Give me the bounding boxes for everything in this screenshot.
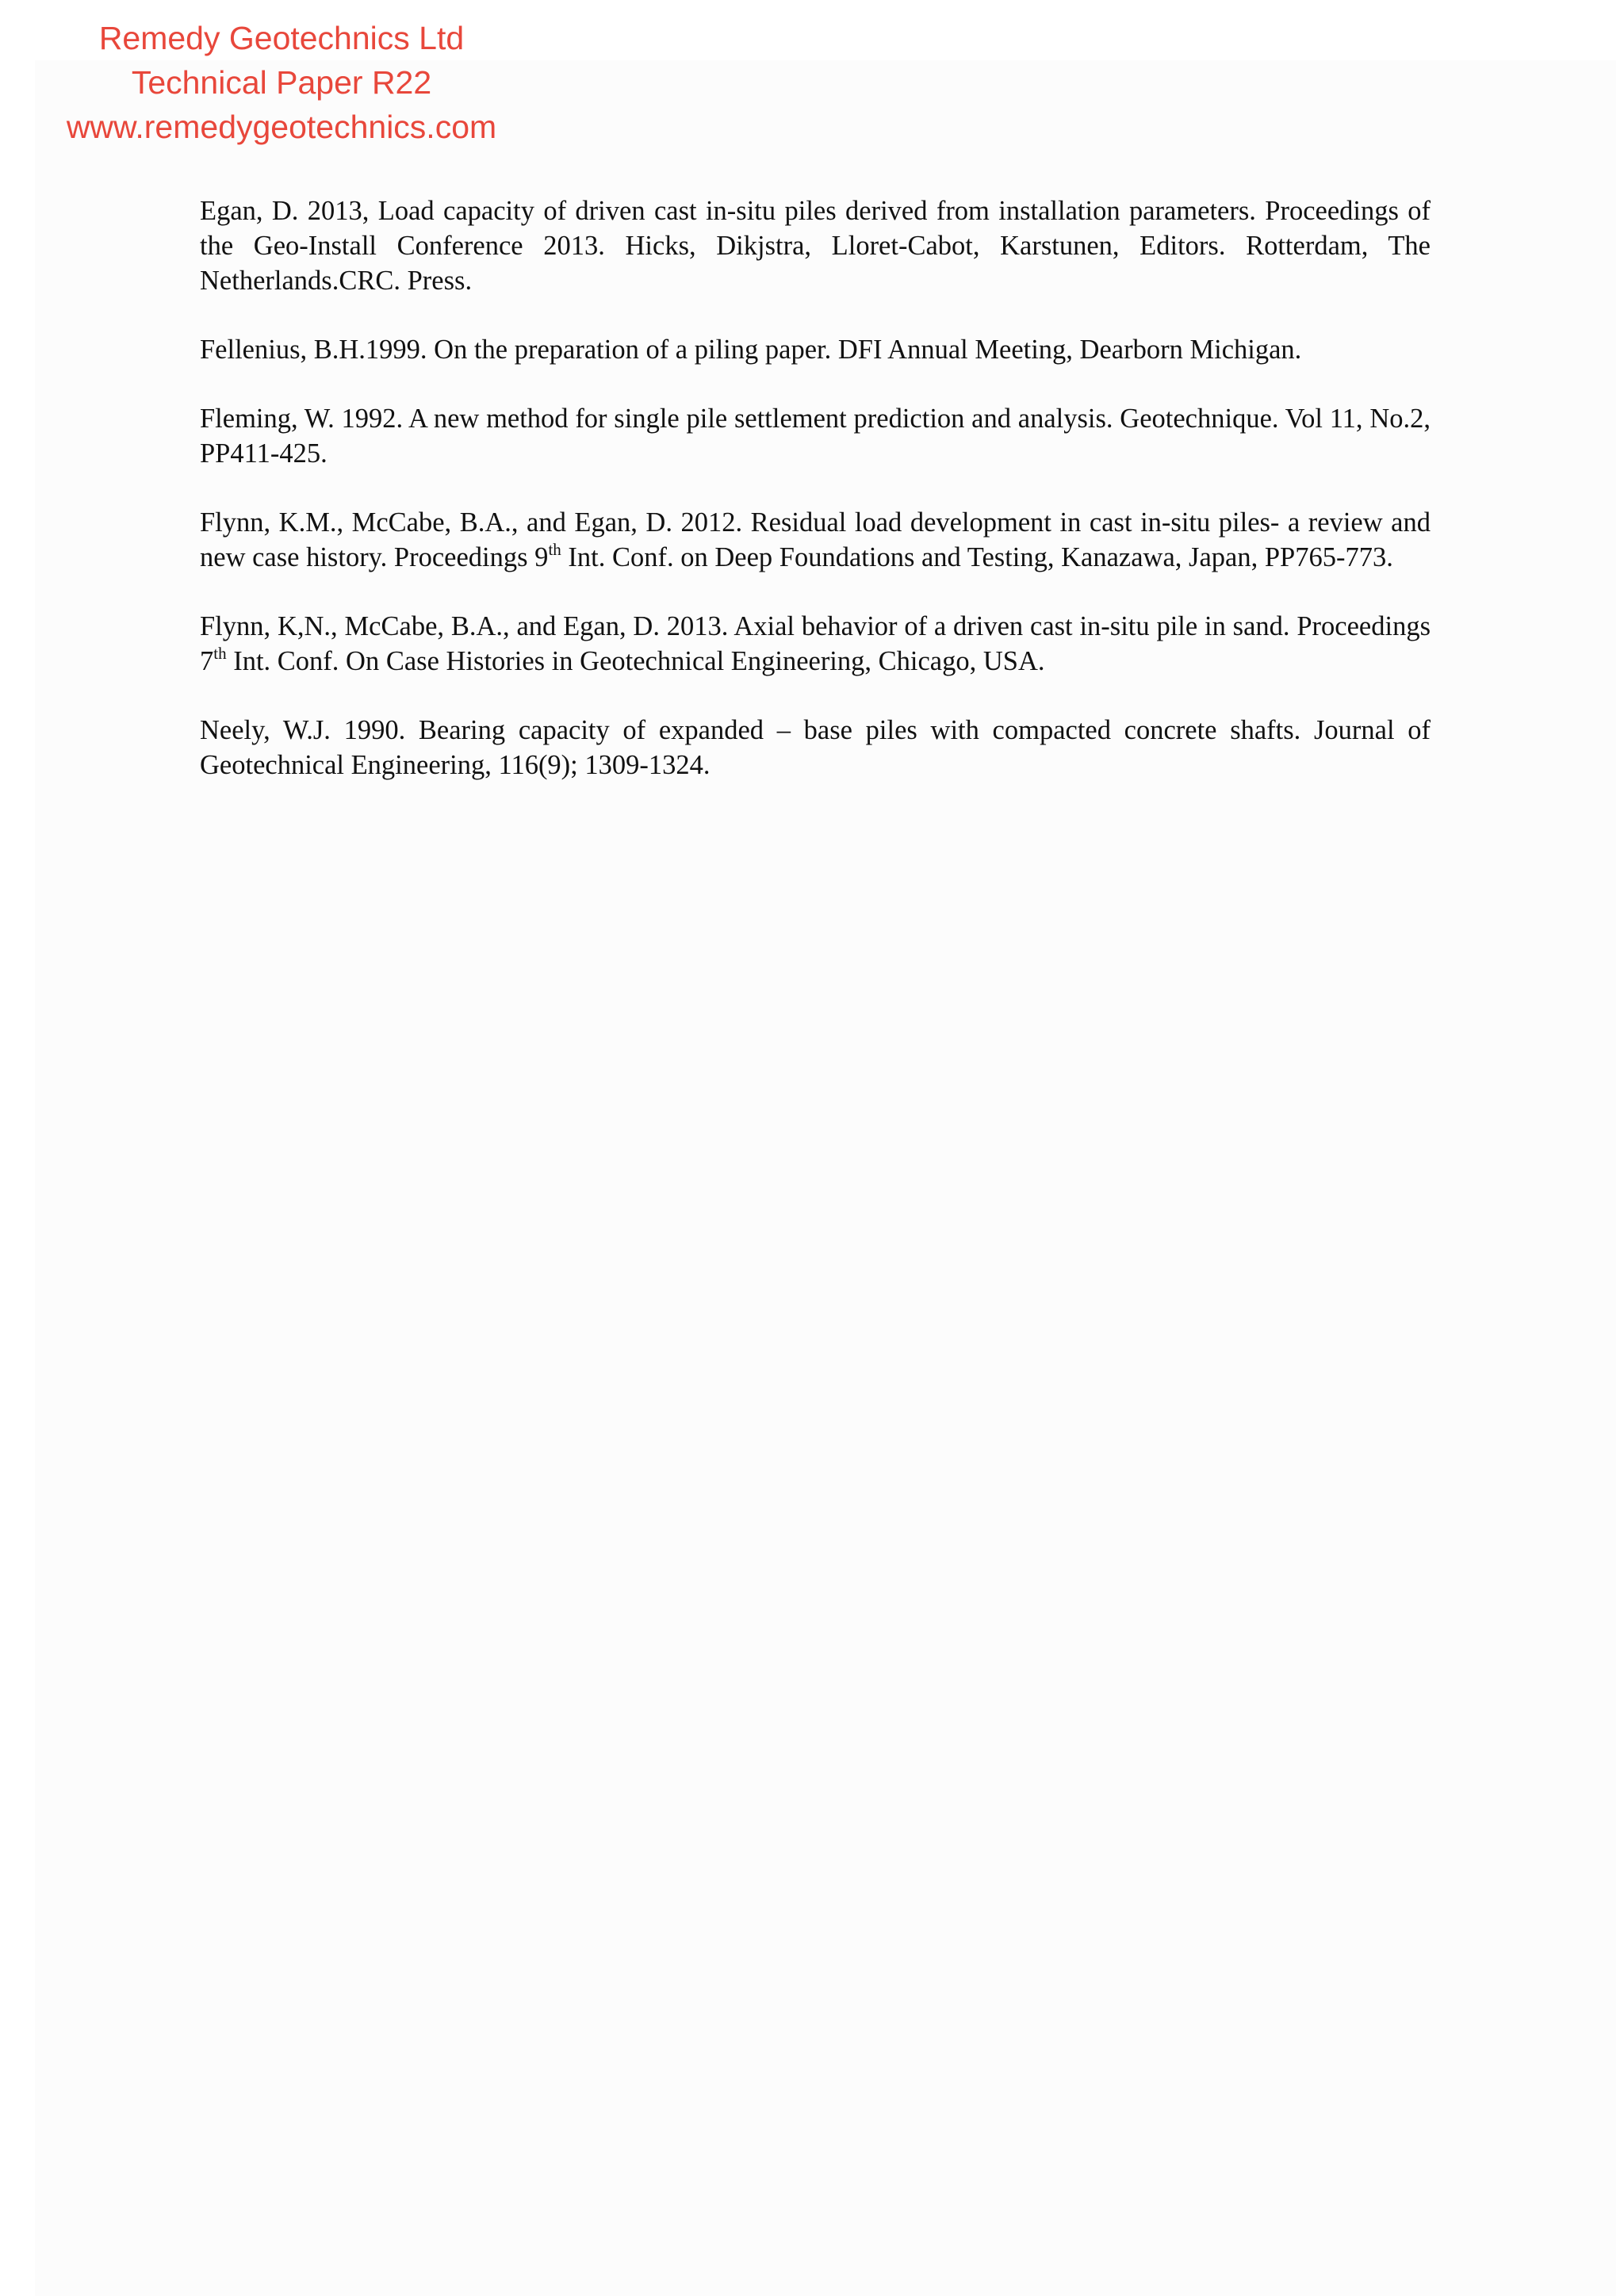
header-paper-number: Technical Paper R22 bbox=[131, 64, 432, 101]
reference-egan-2013: Egan, D. 2013, Load capacity of driven cast in-situ piles derived from installation parameters. Proceedings of the Geo-Install Conference 2013. Hicks, Dikjstra, Lloret-Cabot, Karstunen, Editors. Rotterdam, The Netherlands.CRC. Press. bbox=[200, 196, 1431, 296]
reference-fleming-1992: Fleming, W. 1992. A new method for single pile settlement prediction and analysis. Geotechnique. Vol 11, No.2, PP411-425. bbox=[200, 404, 1431, 469]
ordinal-suffix: th bbox=[213, 643, 227, 663]
reference-text: Int. Conf. on Deep Foundations and Testing, Kanazawa, Japan, PP765-773. bbox=[561, 542, 1393, 572]
reference-text: Flynn, K,N., McCabe, B.A., and Egan, D. 2013. Axial behavior of a driven cast in-situ pile in sand. Proceedings 7 bbox=[200, 611, 1431, 676]
reference-neely-1990: Neely, W.J. 1990. Bearing capacity of expanded – base piles with compacted concrete shafts. Journal of Geotechnical Engineering, 116(9); 1309-1324. bbox=[200, 715, 1431, 780]
header-company: Remedy Geotechnics Ltd bbox=[98, 20, 465, 56]
reference-list bbox=[200, 193, 1431, 817]
ordinal-suffix: th bbox=[548, 539, 561, 559]
header-website[interactable]: www.remedygeotechnics.com bbox=[66, 109, 497, 145]
reference-flynn-2013 bbox=[200, 609, 1431, 679]
reference-fellenius-1999: Fellenius, B.H.1999. On the preparation of a piling paper. DFI Annual Meeting, Dearborn Michigan. bbox=[200, 335, 1302, 365]
reference-flynn-2012 bbox=[200, 505, 1431, 575]
document-header bbox=[32, 16, 531, 149]
reference-text: Int. Conf. On Case Histories in Geotechnical Engineering, Chicago, USA. bbox=[226, 646, 1045, 676]
reference-text: Flynn, K.M., McCabe, B.A., and Egan, D. 2012. Residual load development in cast in-situ piles- a review and new case history. Proceedings 9 bbox=[200, 507, 1431, 572]
